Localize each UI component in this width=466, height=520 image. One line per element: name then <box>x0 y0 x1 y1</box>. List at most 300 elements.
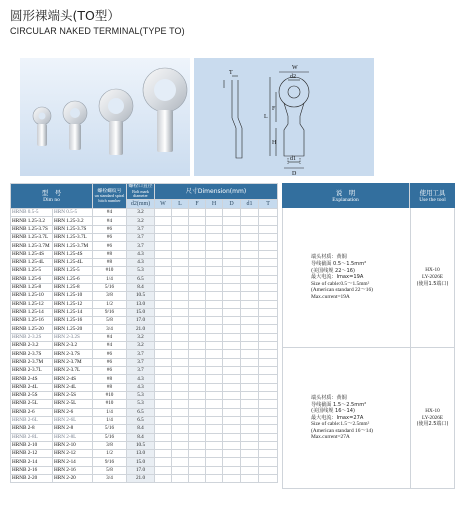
dimension-cell <box>241 275 259 283</box>
dimension-cell <box>259 383 278 391</box>
dimension-cell <box>259 367 278 375</box>
bolt-diameter-cell: 21.0 <box>127 325 155 333</box>
dimension-cell <box>189 433 206 441</box>
table-row <box>11 358 278 366</box>
dimension-cell <box>241 466 259 474</box>
table-row <box>11 217 278 225</box>
dimension-cell <box>172 209 189 217</box>
dimension-cell <box>189 217 206 225</box>
dimension-cell <box>241 358 259 366</box>
dimension-cell <box>259 342 278 350</box>
tool-header-cell <box>410 183 455 208</box>
tool-cell-2 <box>411 348 454 488</box>
table-row <box>11 466 278 474</box>
spec-table <box>10 183 278 483</box>
tool-2-model-a: HX-10 <box>425 407 440 414</box>
alt-model-cell: HRN 2-14 <box>53 458 93 466</box>
explain-2-line2: 导线截面 1.5～2.5mm² <box>311 401 367 408</box>
bolt-diameter-cell: 4.3 <box>127 375 155 383</box>
alt-model-cell: HRN 1.25-14 <box>53 308 93 316</box>
dimension-cell <box>223 383 241 391</box>
dimension-cell <box>206 242 223 250</box>
model-cell: HRNB 2-3.2S <box>11 333 53 341</box>
model-cell: HRNB 0.5-5 <box>11 209 53 217</box>
alt-model-cell: HRN 1.25-12 <box>53 300 93 308</box>
col-W-header: W <box>155 200 172 209</box>
label-T: T <box>229 70 233 76</box>
model-cell: HRNB 1.25-6 <box>11 275 53 283</box>
explanation-block-2 <box>283 348 454 488</box>
dimension-cell <box>172 391 189 399</box>
bolt-header-en: Bolt mark diameter <box>132 188 149 199</box>
dimension-cell <box>172 275 189 283</box>
dimension-cell <box>189 408 206 416</box>
dimension-cell <box>189 258 206 266</box>
model-cell: HRNB 2-16 <box>11 466 53 474</box>
dimension-cell <box>172 267 189 275</box>
dimension-cell <box>172 258 189 266</box>
bolt-diameter-cell: 13.0 <box>127 300 155 308</box>
model-cell: HRNB 2-5S <box>11 391 53 399</box>
bolt-diameter-cell: 4.3 <box>127 258 155 266</box>
model-cell: HRNB 1.25-12 <box>11 300 53 308</box>
dimension-cell <box>189 416 206 424</box>
stud-cell: #8 <box>93 250 127 258</box>
dimension-cell <box>189 425 206 433</box>
table-row <box>11 283 278 291</box>
stud-cell: 3/4 <box>93 475 127 483</box>
explanation-body <box>282 208 455 489</box>
dimension-cell <box>259 217 278 225</box>
bolt-diameter-cell: 3.7 <box>127 234 155 242</box>
model-cell: HRNB 2-6L <box>11 416 53 424</box>
explain-2-line5: Size of cable:1.5～2.5mm² <box>311 421 370 428</box>
dimension-cell <box>206 391 223 399</box>
label-d2: d2 <box>290 74 296 80</box>
dimension-cell <box>241 400 259 408</box>
dimension-cell <box>172 433 189 441</box>
dimension-cell <box>155 267 172 275</box>
bolt-diameter-cell: 6.5 <box>127 408 155 416</box>
dimension-cell <box>206 325 223 333</box>
dimension-cell <box>155 408 172 416</box>
dimension-cell <box>189 375 206 383</box>
dimension-cell <box>172 283 189 291</box>
dimension-cell <box>172 408 189 416</box>
bolt-diameter-cell: 6.5 <box>127 416 155 424</box>
stud-cell: 5/8 <box>93 317 127 325</box>
bolt-diameter-cell: 3.7 <box>127 225 155 233</box>
model-cell: HRNB 2-8L <box>11 433 53 441</box>
model-cell: HRNB 2-3.7M <box>11 358 53 366</box>
dimension-cell <box>206 258 223 266</box>
col-D-header: D <box>223 200 241 209</box>
alt-model-cell: HRN 2-3.7L <box>53 367 93 375</box>
explanation-block-1 <box>283 208 454 348</box>
dimension-cell <box>259 242 278 250</box>
dimension-cell <box>155 450 172 458</box>
model-header <box>11 184 93 209</box>
stud-cell: 5/16 <box>93 425 127 433</box>
dimension-cell <box>189 342 206 350</box>
dimension-cell <box>155 358 172 366</box>
bolt-diameter-cell: 3.2 <box>127 333 155 341</box>
dimension-cell <box>172 242 189 250</box>
dimension-cell <box>206 350 223 358</box>
dimension-cell <box>241 325 259 333</box>
dimension-cell <box>241 342 259 350</box>
dimension-cell <box>155 242 172 250</box>
dimension-cell <box>189 333 206 341</box>
alt-model-cell: HRN 1.25-3.7S <box>53 225 93 233</box>
dimension-cell <box>172 450 189 458</box>
col-T-header: T <box>259 200 278 209</box>
dimension-cell <box>259 267 278 275</box>
dimension-cell <box>189 225 206 233</box>
stud-header <box>93 184 127 209</box>
dimension-cell <box>223 342 241 350</box>
dimension-cell <box>259 250 278 258</box>
model-cell: HRNB 1.25-20 <box>11 325 53 333</box>
dimension-cell <box>206 433 223 441</box>
model-cell: HRNB 2-10 <box>11 441 53 449</box>
dimension-cell <box>241 375 259 383</box>
dimension-cell <box>172 217 189 225</box>
dimension-cell <box>155 209 172 217</box>
alt-model-cell: HRN 1.25-5 <box>53 267 93 275</box>
model-cell: HRNB 1.25-4L <box>11 258 53 266</box>
alt-model-cell: HRN 2-10 <box>53 441 93 449</box>
dimension-cell <box>241 308 259 316</box>
alt-model-cell: HRN 2-3.7M <box>53 358 93 366</box>
bolt-diameter-cell: 3.7 <box>127 350 155 358</box>
explain-1-line7: Max.current=19A <box>311 293 350 300</box>
dimension-cell <box>241 450 259 458</box>
table-row <box>11 367 278 375</box>
terminal-small <box>33 107 51 146</box>
table-row <box>11 350 278 358</box>
dimension-cell <box>206 342 223 350</box>
alt-model-cell: HRN 2-6L <box>53 416 93 424</box>
alt-model-cell: HRN 2-8 <box>53 425 93 433</box>
explain-1-line5: Size of cable:0.5～1.5mm² <box>311 280 370 287</box>
stud-cell: #8 <box>93 375 127 383</box>
dimension-cell <box>189 458 206 466</box>
alt-model-cell: HRN 2-5S <box>53 391 93 399</box>
dimension-cell <box>206 450 223 458</box>
dimension-cell <box>241 242 259 250</box>
dimension-cell <box>259 258 278 266</box>
dimension-cell <box>155 333 172 341</box>
dimension-cell <box>241 416 259 424</box>
dimension-cell <box>206 217 223 225</box>
dimension-cell <box>241 225 259 233</box>
dimension-cell <box>223 275 241 283</box>
dimension-cell <box>223 400 241 408</box>
table-row <box>11 400 278 408</box>
label-D: D <box>292 171 297 176</box>
stud-cell: #6 <box>93 367 127 375</box>
dimension-cell <box>223 325 241 333</box>
stud-cell: #4 <box>93 217 127 225</box>
dimension-cell <box>155 325 172 333</box>
dimension-cell <box>223 391 241 399</box>
dimension-cell <box>223 475 241 483</box>
bolt-diameter-cell: 15.0 <box>127 458 155 466</box>
dimension-cell <box>155 292 172 300</box>
stud-cell: #4 <box>93 333 127 341</box>
explanation-text-2 <box>283 348 411 488</box>
dimension-cell <box>259 308 278 316</box>
bolt-diameter-cell: 13.0 <box>127 450 155 458</box>
dimension-cell <box>241 250 259 258</box>
dimension-cell <box>259 375 278 383</box>
dimension-cell <box>189 391 206 399</box>
dimension-cell <box>223 300 241 308</box>
alt-model-cell: HRN 2-4S <box>53 375 93 383</box>
stud-cell: #6 <box>93 234 127 242</box>
dimension-cell <box>206 283 223 291</box>
dimension-cell <box>241 475 259 483</box>
dimension-cell <box>155 258 172 266</box>
dimension-cell <box>223 358 241 366</box>
alt-model-cell: HRN 1.25-20 <box>53 325 93 333</box>
dimension-cell <box>241 217 259 225</box>
alt-model-cell: HRN 2-3.2S <box>53 333 93 341</box>
dimension-cell <box>189 350 206 358</box>
dimension-cell <box>206 466 223 474</box>
bolt-diameter-cell: 4.3 <box>127 250 155 258</box>
table-row <box>11 425 278 433</box>
dimension-cell <box>223 317 241 325</box>
dimension-cell <box>189 450 206 458</box>
model-cell: HRNB 2-12 <box>11 450 53 458</box>
dimension-cell <box>172 400 189 408</box>
dimension-cell <box>241 383 259 391</box>
explain-1-line3: (美国线规 22～16) <box>311 267 356 274</box>
dimension-cell <box>172 300 189 308</box>
tool-1-model-b: LY-2026E <box>421 274 444 281</box>
bolt-diameter-cell: 10.5 <box>127 441 155 449</box>
stud-cell: 9/16 <box>93 308 127 316</box>
dimension-cell <box>189 400 206 408</box>
dimension-cell <box>172 333 189 341</box>
alt-model-cell: HRN 1.25-4S <box>53 250 93 258</box>
dimension-cell <box>223 308 241 316</box>
label-L: L <box>264 114 268 120</box>
bolt-header-cn: 螺栓口直径 <box>128 184 153 189</box>
model-cell: HRNB 1.25-10 <box>11 292 53 300</box>
model-cell: HRNB 1.25-3.7L <box>11 234 53 242</box>
dimension-cell <box>223 250 241 258</box>
dimension-cell <box>206 308 223 316</box>
dimension-cell <box>223 441 241 449</box>
bolt-diameter-cell: 3.7 <box>127 242 155 250</box>
alt-model-cell: HRN 2-8L <box>53 433 93 441</box>
alt-model-cell: HRN 2-12 <box>53 450 93 458</box>
dimension-cell <box>223 416 241 424</box>
table-row <box>11 242 278 250</box>
explain-2-line1: 端头材质：黄铜 <box>311 394 347 401</box>
table-row <box>11 433 278 441</box>
explanation-header <box>282 183 455 208</box>
tool-2-note: (使用2.5端口) <box>416 421 449 428</box>
dimension-cell <box>223 408 241 416</box>
dimension-cell <box>241 258 259 266</box>
dimension-cell <box>223 209 241 217</box>
model-cell: HRNB 2-20 <box>11 475 53 483</box>
alt-model-cell: HRN 2-4L <box>53 383 93 391</box>
dimension-cell <box>155 250 172 258</box>
dimension-cell <box>259 425 278 433</box>
model-cell: HRNB 2-3.2 <box>11 342 53 350</box>
dimension-cell <box>172 234 189 242</box>
explanation-header-cell <box>282 183 410 208</box>
col-L-header: L <box>172 200 189 209</box>
dimension-cell <box>223 283 241 291</box>
dimension-cell <box>223 292 241 300</box>
dimension-cell <box>189 441 206 449</box>
dimension-cell <box>172 225 189 233</box>
dimension-cell <box>259 283 278 291</box>
table-row <box>11 408 278 416</box>
dimension-cell <box>155 425 172 433</box>
model-cell: HRNB 2-3.7S <box>11 350 53 358</box>
dimension-cell <box>189 383 206 391</box>
dimension-cell <box>206 358 223 366</box>
dimension-cell <box>259 225 278 233</box>
dimension-cell <box>172 342 189 350</box>
dimension-cell <box>259 400 278 408</box>
dimension-cell <box>189 475 206 483</box>
stud-cell: #6 <box>93 225 127 233</box>
table-row <box>11 258 278 266</box>
col-H-header: H <box>206 200 223 209</box>
model-cell: HRNB 1.25-3.2 <box>11 217 53 225</box>
tool-cell-1 <box>411 208 454 347</box>
dimension-cell <box>241 317 259 325</box>
dimension-cell <box>189 250 206 258</box>
col-d1-header: d1 <box>241 200 259 209</box>
dimension-cell <box>172 308 189 316</box>
alt-model-cell: HRN 1.25-10 <box>53 292 93 300</box>
dimension-cell <box>259 333 278 341</box>
dimension-cell <box>189 325 206 333</box>
dimension-cell <box>223 267 241 275</box>
dimension-cell <box>223 217 241 225</box>
dimension-cell <box>241 350 259 358</box>
model-header-en: Dim no <box>43 197 60 204</box>
dimension-cell <box>259 234 278 242</box>
table-row <box>11 317 278 325</box>
bolt-unit-header: d2(mm) <box>127 200 155 209</box>
bolt-diameter-cell: 8.4 <box>127 283 155 291</box>
dimension-cell <box>189 308 206 316</box>
dimension-cell <box>241 267 259 275</box>
alt-model-cell: HRN 0.5-5 <box>53 209 93 217</box>
dimension-cell <box>241 408 259 416</box>
dimension-cell <box>172 441 189 449</box>
stud-cell: 3/4 <box>93 325 127 333</box>
model-cell: HRNB 1.25-16 <box>11 317 53 325</box>
dimension-cell <box>206 250 223 258</box>
model-cell: HRNB 1.25-5 <box>11 267 53 275</box>
model-cell: HRNB 2-14 <box>11 458 53 466</box>
model-cell: HRNB 2-3.7L <box>11 367 53 375</box>
model-cell: HRNB 2-8 <box>11 425 53 433</box>
dimension-cell <box>155 391 172 399</box>
dimension-cell <box>172 317 189 325</box>
table-row <box>11 250 278 258</box>
alt-model-cell: HRN 1.25-3.7L <box>53 234 93 242</box>
stud-cell: 1/2 <box>93 450 127 458</box>
dimension-cell <box>172 475 189 483</box>
spec-table-body <box>11 209 278 483</box>
dimension-cell <box>172 458 189 466</box>
dimension-cell <box>172 375 189 383</box>
table-row <box>11 383 278 391</box>
dimension-cell <box>241 367 259 375</box>
model-cell: HRNB 2-5L <box>11 400 53 408</box>
dimension-cell <box>206 425 223 433</box>
dimension-cell <box>259 358 278 366</box>
alt-model-cell: HRN 1.25-4L <box>53 258 93 266</box>
dimension-cell <box>206 300 223 308</box>
page-subtitle: CIRCULAR NAKED TERMINAL(TYPE TO) <box>10 26 185 36</box>
stud-cell: 5/16 <box>93 433 127 441</box>
bolt-diameter-cell: 3.7 <box>127 358 155 366</box>
dimension-cell <box>155 400 172 408</box>
dimension-cell <box>241 283 259 291</box>
dimension-cell <box>241 391 259 399</box>
explain-1-line6: (American standard 22～16) <box>311 287 373 294</box>
dimension-cell <box>223 425 241 433</box>
dimension-cell <box>155 375 172 383</box>
stud-cell: 1/4 <box>93 416 127 424</box>
col-F-header: F <box>189 200 206 209</box>
alt-model-cell: HRN 1.25-3.7M <box>53 242 93 250</box>
dimension-cell <box>259 416 278 424</box>
dimension-cell <box>172 416 189 424</box>
dimension-cell <box>241 333 259 341</box>
dimension-cell <box>241 209 259 217</box>
bolt-diameter-cell: 4.3 <box>127 383 155 391</box>
table-row <box>11 225 278 233</box>
dimension-cell <box>189 209 206 217</box>
dimension-cell <box>259 391 278 399</box>
dimension-cell <box>155 433 172 441</box>
table-row <box>11 391 278 399</box>
dimension-cell <box>155 441 172 449</box>
bolt-header <box>127 184 155 200</box>
dimension-cell <box>241 292 259 300</box>
stud-header-cn: 螺栓螺纹号 <box>97 188 122 194</box>
bolt-diameter-cell: 3.2 <box>127 342 155 350</box>
table-row <box>11 416 278 424</box>
dimension-cell <box>172 358 189 366</box>
explain-2-line6: (American standard 16～14) <box>311 427 373 434</box>
dimension-cell <box>241 425 259 433</box>
model-cell: HRNB 2-6 <box>11 408 53 416</box>
dimension-cell <box>189 367 206 375</box>
label-W: W <box>292 65 298 71</box>
terminal-medium <box>63 101 87 150</box>
table-row <box>11 475 278 483</box>
stud-cell: #4 <box>93 209 127 217</box>
dimension-cell <box>223 450 241 458</box>
dimension-cell <box>206 267 223 275</box>
model-cell: HRNB 1.25-4S <box>11 250 53 258</box>
